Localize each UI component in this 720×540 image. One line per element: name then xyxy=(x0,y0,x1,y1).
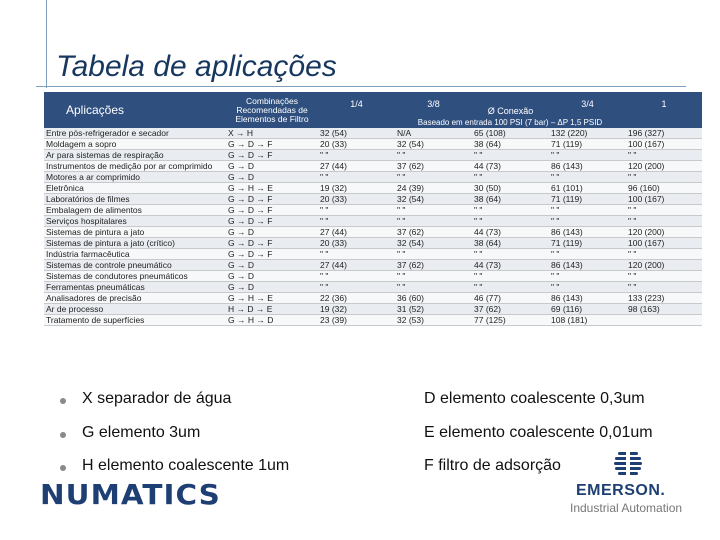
flow-value-cell: 32 (54) xyxy=(395,139,472,150)
flow-value-cell: " " xyxy=(626,216,702,227)
combination-cell: G → H → E xyxy=(226,183,318,194)
application-cell: Motores a ar comprimido xyxy=(44,172,226,183)
combination-cell: G → D xyxy=(226,227,318,238)
table-row xyxy=(44,260,702,271)
flow-value-cell: 120 (200) xyxy=(626,260,702,271)
table-row xyxy=(44,249,702,260)
flow-value-cell: 71 (119) xyxy=(549,139,626,150)
flow-value-cell: " " xyxy=(395,216,472,227)
application-cell: Serviços hospitalares xyxy=(44,216,226,227)
combination-cell: G → D → F xyxy=(226,205,318,216)
flow-value-cell: 38 (64) xyxy=(472,194,549,205)
application-cell: Ar para sistemas de respiração xyxy=(44,150,226,161)
flow-value-cell: " " xyxy=(318,205,395,216)
flow-value-cell: 86 (143) xyxy=(549,293,626,304)
combination-cell: H → D → E xyxy=(226,304,318,315)
flow-value-cell: 20 (33) xyxy=(318,194,395,205)
flow-value-cell: " " xyxy=(626,249,702,260)
header-connection: Ø Conexão xyxy=(472,92,549,116)
legend-item-x: X separador de água xyxy=(82,390,232,407)
combination-cell: G → D → F xyxy=(226,249,318,260)
header-size-1: 1 xyxy=(626,92,702,116)
flow-value-cell: " " xyxy=(395,172,472,183)
application-cell: Sistemas de controle pneumático xyxy=(44,260,226,271)
table-row xyxy=(44,271,702,282)
page-title: Tabela de aplicações xyxy=(56,50,337,83)
application-cell: Tratamento de superfícies xyxy=(44,315,226,326)
flow-value-cell: 20 (33) xyxy=(318,238,395,249)
table-row xyxy=(44,282,702,293)
flow-value-cell: " " xyxy=(472,205,549,216)
flow-value-cell: " " xyxy=(395,271,472,282)
applications-table-container xyxy=(44,92,702,372)
flow-value-cell: " " xyxy=(318,271,395,282)
flow-value-cell: 37 (62) xyxy=(395,260,472,271)
application-cell: Sistemas de pintura a jato (crítico) xyxy=(44,238,226,249)
table-row xyxy=(44,183,702,194)
flow-value-cell: " " xyxy=(472,271,549,282)
application-cell: Moldagem a sopro xyxy=(44,139,226,150)
legend-item-g: G elemento 3um xyxy=(82,424,201,441)
combination-cell: G → D xyxy=(226,271,318,282)
flow-value-cell: 24 (39) xyxy=(395,183,472,194)
flow-value-cell: 65 (108) xyxy=(472,128,549,139)
flow-value-cell: 132 (220) xyxy=(549,128,626,139)
flow-value-cell: 108 (181) xyxy=(549,315,626,326)
application-cell: Sistemas de pintura a jato xyxy=(44,227,226,238)
flow-value-cell: 61 (101) xyxy=(549,183,626,194)
legend-item-h: H elemento coalescente 1um xyxy=(82,457,290,474)
flow-value-cell: " " xyxy=(318,172,395,183)
emerson-globe-icon xyxy=(614,450,642,480)
flow-value-cell: " " xyxy=(395,205,472,216)
legend-bullet xyxy=(60,432,66,438)
legend-item-f: F filtro de adsorção xyxy=(424,457,561,474)
table-row xyxy=(44,315,702,326)
flow-value-cell: 31 (52) xyxy=(395,304,472,315)
flow-value-cell: 100 (167) xyxy=(626,139,702,150)
flow-value-cell: " " xyxy=(549,205,626,216)
table-row xyxy=(44,293,702,304)
flow-value-cell: " " xyxy=(472,282,549,293)
flow-value-cell: 32 (53) xyxy=(395,315,472,326)
legend-bullet xyxy=(60,398,66,404)
header-size-1-4: 1/4 xyxy=(318,92,395,116)
emerson-subtitle: Industrial Automation xyxy=(570,501,683,515)
application-cell: Indústria farmacêutica xyxy=(44,249,226,260)
flow-value-cell: 30 (50) xyxy=(472,183,549,194)
flow-value-cell: " " xyxy=(318,282,395,293)
combination-cell: G → D → F xyxy=(226,139,318,150)
flow-value-cell: 46 (77) xyxy=(472,293,549,304)
applications-table xyxy=(44,92,702,326)
flow-value-cell: " " xyxy=(472,216,549,227)
flow-value-cell: 98 (163) xyxy=(626,304,702,315)
table-row xyxy=(44,205,702,216)
combination-cell: G → H → E xyxy=(226,293,318,304)
table-row xyxy=(44,172,702,183)
flow-value-cell: N/A xyxy=(395,128,472,139)
table-row xyxy=(44,304,702,315)
flow-value-cell xyxy=(626,315,702,326)
combination-cell: G → D xyxy=(226,172,318,183)
application-cell: Eletrônica xyxy=(44,183,226,194)
flow-value-cell: 120 (200) xyxy=(626,161,702,172)
flow-value-cell: " " xyxy=(318,249,395,260)
flow-value-cell: " " xyxy=(318,216,395,227)
flow-value-cell: 100 (167) xyxy=(626,194,702,205)
flow-value-cell: " " xyxy=(472,172,549,183)
application-cell: Analisadores de precisão xyxy=(44,293,226,304)
flow-value-cell: 77 (125) xyxy=(472,315,549,326)
table-row xyxy=(44,128,702,139)
combination-cell: G → D xyxy=(226,260,318,271)
flow-value-cell: 44 (73) xyxy=(472,161,549,172)
flow-value-cell: " " xyxy=(549,150,626,161)
application-cell: Instrumentos de medição por ar comprimido xyxy=(44,161,226,172)
table-row xyxy=(44,139,702,150)
flow-value-cell: " " xyxy=(395,150,472,161)
flow-value-cell: 37 (62) xyxy=(395,161,472,172)
flow-value-cell: 71 (119) xyxy=(549,194,626,205)
application-cell: Embalagem de alimentos xyxy=(44,205,226,216)
combination-cell: G → H → D xyxy=(226,315,318,326)
flow-value-cell: " " xyxy=(549,172,626,183)
application-cell: Sistemas de condutores pneumáticos xyxy=(44,271,226,282)
flow-value-cell: 86 (143) xyxy=(549,161,626,172)
flow-value-cell: 22 (36) xyxy=(318,293,395,304)
combination-cell: G → D xyxy=(226,282,318,293)
flow-value-cell: " " xyxy=(395,282,472,293)
header-size-3-4: 3/4 xyxy=(549,92,626,116)
table-row xyxy=(44,216,702,227)
flow-value-cell: " " xyxy=(549,216,626,227)
header-basis-note: Baseado em entrada 100 PSI (7 bar) – ΔP 1,5 PSID xyxy=(318,116,702,128)
application-cell: Ar de processo xyxy=(44,304,226,315)
legend-bullet xyxy=(60,465,66,471)
flow-value-cell: 19 (32) xyxy=(318,304,395,315)
flow-value-cell: 96 (160) xyxy=(626,183,702,194)
title-vertical-rule xyxy=(46,0,47,88)
combination-cell: G → D → F xyxy=(226,216,318,227)
flow-value-cell: 38 (64) xyxy=(472,139,549,150)
flow-value-cell: 20 (33) xyxy=(318,139,395,150)
application-cell: Ferramentas pneumáticas xyxy=(44,282,226,293)
flow-value-cell: " " xyxy=(626,205,702,216)
flow-value-cell: " " xyxy=(626,282,702,293)
flow-value-cell: 32 (54) xyxy=(318,128,395,139)
flow-value-cell: " " xyxy=(626,271,702,282)
flow-value-cell: " " xyxy=(626,172,702,183)
flow-value-cell: " " xyxy=(472,150,549,161)
flow-value-cell: 86 (143) xyxy=(549,227,626,238)
flow-value-cell: " " xyxy=(549,271,626,282)
flow-value-cell: 27 (44) xyxy=(318,260,395,271)
table-row xyxy=(44,161,702,172)
combination-cell: G → D → F xyxy=(226,150,318,161)
numatics-logo: NUMATICS xyxy=(40,478,221,511)
flow-value-cell: 71 (119) xyxy=(549,238,626,249)
flow-value-cell: 23 (39) xyxy=(318,315,395,326)
table-row xyxy=(44,238,702,249)
header-size-3-8: 3/8 xyxy=(395,92,472,116)
flow-value-cell: 27 (44) xyxy=(318,161,395,172)
flow-value-cell: 44 (73) xyxy=(472,260,549,271)
table-row xyxy=(44,227,702,238)
table-row xyxy=(44,150,702,161)
application-cell: Laboratórios de filmes xyxy=(44,194,226,205)
flow-value-cell: 100 (167) xyxy=(626,238,702,249)
flow-value-cell: " " xyxy=(472,249,549,260)
flow-value-cell: 133 (223) xyxy=(626,293,702,304)
combination-cell: X → H xyxy=(226,128,318,139)
flow-value-cell: " " xyxy=(395,249,472,260)
flow-value-cell: 38 (64) xyxy=(472,238,549,249)
flow-value-cell: " " xyxy=(626,150,702,161)
flow-value-cell: 27 (44) xyxy=(318,227,395,238)
combination-cell: G → D → F xyxy=(226,238,318,249)
flow-value-cell: " " xyxy=(549,249,626,260)
title-horizontal-rule xyxy=(36,86,686,87)
legend-item-d: D elemento coalescente 0,3um xyxy=(424,390,645,407)
flow-value-cell: " " xyxy=(318,150,395,161)
header-applications: Aplicações xyxy=(44,92,226,128)
flow-value-cell: 32 (54) xyxy=(395,238,472,249)
flow-value-cell: 37 (62) xyxy=(395,227,472,238)
flow-value-cell: 120 (200) xyxy=(626,227,702,238)
application-cell: Entre pós-refrigerador e secador xyxy=(44,128,226,139)
flow-value-cell: 37 (62) xyxy=(472,304,549,315)
table-row xyxy=(44,194,702,205)
legend-item-e: E elemento coalescente 0,01um xyxy=(424,424,653,441)
flow-value-cell: 36 (60) xyxy=(395,293,472,304)
flow-value-cell: 86 (143) xyxy=(549,260,626,271)
emerson-logo-text: EMERSON. xyxy=(576,482,666,499)
flow-value-cell: " " xyxy=(549,282,626,293)
combination-cell: G → D xyxy=(226,161,318,172)
flow-value-cell: 32 (54) xyxy=(395,194,472,205)
flow-value-cell: 69 (116) xyxy=(549,304,626,315)
combination-cell: G → D → F xyxy=(226,194,318,205)
flow-value-cell: 19 (32) xyxy=(318,183,395,194)
flow-value-cell: 196 (327) xyxy=(626,128,702,139)
flow-value-cell: 44 (73) xyxy=(472,227,549,238)
header-combinations: Combinações Recomendadas de Elementos de Filtro xyxy=(226,92,318,128)
